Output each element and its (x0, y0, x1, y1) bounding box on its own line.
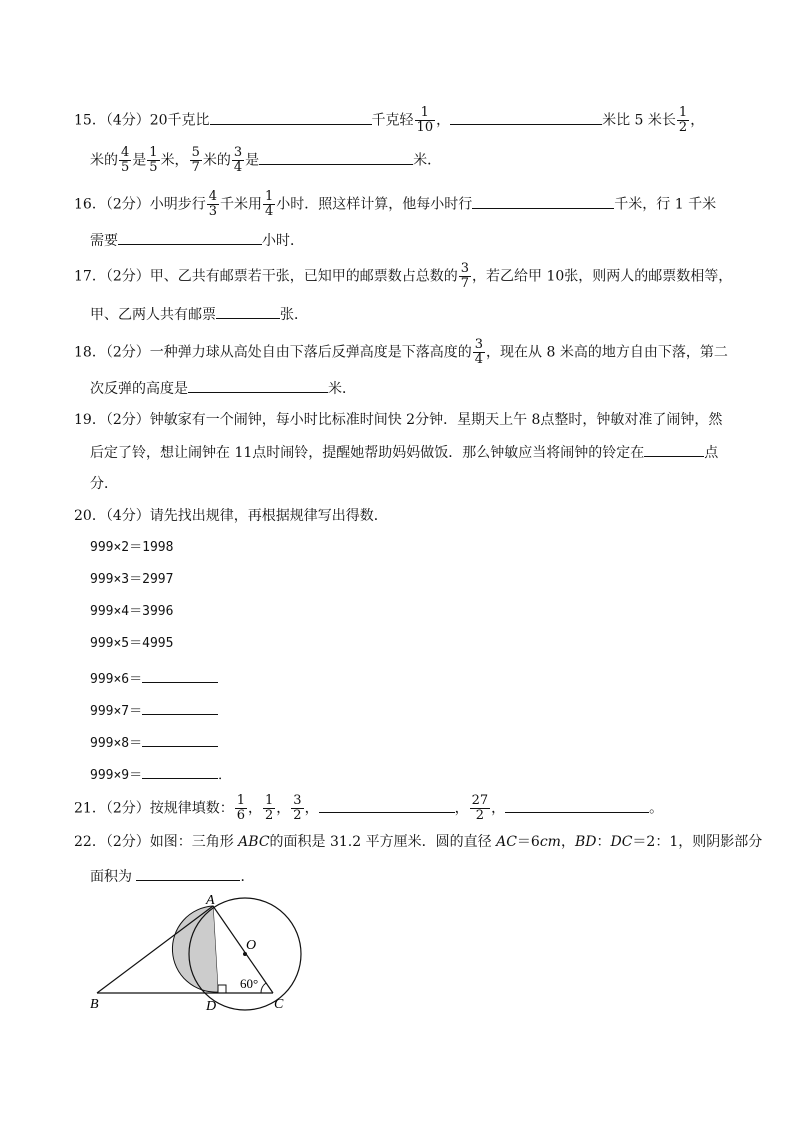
q15-blank-1[interactable] (210, 110, 372, 125)
q19-line2: 后定了铃，想让闹钟在 11点时闹铃，提醒她帮助妈妈做饭．那么钟敏应当将闹钟的铃定在 点 (90, 442, 718, 463)
q17-line1: 17．（2分）甲、乙共有邮票若干张，已知甲的邮票数占总数的 $\frac{3}{7}$ ，若乙给甲 10张，则两人的邮票数相等， (74, 261, 733, 291)
q20-row-2: 999×3＝2997 (90, 572, 174, 587)
q15-frac-4: $\frac{1}{5}$ (149, 145, 158, 175)
q21-blank-2[interactable] (505, 798, 649, 813)
q16-line2: 需要 小时． (90, 230, 304, 251)
q18-line1: 18．（2分）一种弹力球从高处自由下落后反弹高度是下落高度的 $\frac{3}{4}$ ，现在从 8 米高的地方自由下落，第二 (74, 337, 728, 367)
q15-blank-2[interactable] (450, 110, 602, 125)
q20-blank-5[interactable] (142, 668, 218, 683)
q16-frac-2: $\frac{1}{4}$ (265, 189, 274, 219)
q18-frac-1: $\frac{3}{4}$ (474, 337, 484, 367)
q17-line2: 甲、乙两人共有邮票 张． (90, 304, 308, 325)
q21-blank-1[interactable] (319, 798, 455, 813)
q20-row-8: 999×9＝ ． (90, 764, 231, 786)
q15-frac-2: $\frac{1}{2}$ (678, 105, 688, 135)
q15-text-b: 千克轻 (371, 112, 414, 129)
q15-text-a: 15．（4分）20千克比 (74, 112, 210, 129)
q21-line: 21．（2分）按规律填数： $\frac{1}{6}$ ， $\frac{1}{2}$ ， $\frac{3}{2}$ ， ， $\frac{27}{2}$ ， 。 (74, 793, 664, 823)
q20-row-4: 999×5＝4995 (90, 636, 174, 651)
q21-frac-2: $\frac{1}{2}$ (265, 793, 274, 823)
q15-frac-6: $\frac{3}{4}$ (233, 145, 243, 175)
q15-line1: 15．（4分）20千克比 千克轻 $\frac{1}{10}$ ， 米比 5 米长 $\frac{1}{2}$ ， (74, 105, 705, 135)
q15-text-d: 米比 5 米长 (602, 112, 676, 129)
label-d: D (206, 999, 217, 1014)
q20-blank-7[interactable] (142, 732, 218, 747)
q15-blank-3[interactable] (259, 150, 413, 165)
q20-row-7: 999×8＝ (90, 732, 218, 754)
q15-frac-3: $\frac{4}{5}$ (121, 145, 130, 175)
q21-frac-1: $\frac{1}{6}$ (236, 793, 246, 823)
q21-frac-3: $\frac{3}{2}$ (293, 793, 302, 823)
q21-frac-4: $\frac{27}{2}$ (471, 793, 489, 823)
label-angle: 60° (240, 976, 259, 991)
q20-row-6: 999×7＝ (90, 700, 218, 722)
triangle-circle-figure (80, 892, 320, 1016)
q19-blank[interactable] (644, 442, 704, 457)
label-o: O (246, 938, 257, 953)
q20-blank-6[interactable] (142, 700, 218, 715)
right-angle-mark (218, 985, 226, 993)
label-c: C (274, 997, 284, 1012)
q18-line2: 次反弹的高度是 米． (90, 378, 356, 399)
q16-line1: 16．（2分）小明步行 $\frac{4}{3}$ 千米用 $\frac{1}{4}$ 小时．照这样计算，他每小时行 千米，行 1 千米 (74, 189, 717, 219)
q20-row-1: 999×2＝1998 (90, 540, 174, 555)
label-a: A (206, 893, 215, 908)
q20-blank-8[interactable] (142, 764, 218, 779)
q20-row-3: 999×4＝3996 (90, 604, 174, 619)
q18-blank[interactable] (188, 378, 328, 393)
q16-frac-1: $\frac{4}{3}$ (208, 189, 218, 219)
q15-frac-5: $\frac{5}{7}$ (191, 145, 200, 175)
label-b: B (90, 997, 99, 1012)
q19-line1: 19．（2分）钟敏家有一个闹钟，每小时比标准时间快 2分钟．星期天上午 8点整时，钟敏对准了闹钟，然 (74, 412, 723, 428)
q22-blank[interactable] (136, 866, 240, 881)
q19-line3: 分． (90, 476, 118, 492)
q17-frac-1: $\frac{3}{7}$ (460, 261, 470, 291)
q15-frac-1: $\frac{1}{10}$ (416, 105, 434, 135)
q17-blank[interactable] (216, 304, 280, 319)
q16-blank-2[interactable] (118, 230, 262, 245)
q20-row-5: 999×6＝ (90, 668, 218, 690)
q22-line1: 22．（2分）如图：三角形 ABC的面积是 31.2 平方厘米．圆的直径 AC＝6cm，BD：DC＝2：1，则阴影部分 (74, 834, 763, 850)
q16-blank-1[interactable] (472, 194, 614, 209)
q20-title: 20．（4分）请先找出规律，再根据规律写出得数． (74, 508, 388, 524)
q15-line2: 米的 $\frac{4}{5}$ 是 $\frac{1}{5}$ 米， $\frac{5}{7}$ 米的 $\frac{3}{4}$ 是 米． (90, 145, 442, 175)
q22-line2: 面积为 ． (90, 866, 254, 887)
angle-arc (261, 983, 266, 993)
